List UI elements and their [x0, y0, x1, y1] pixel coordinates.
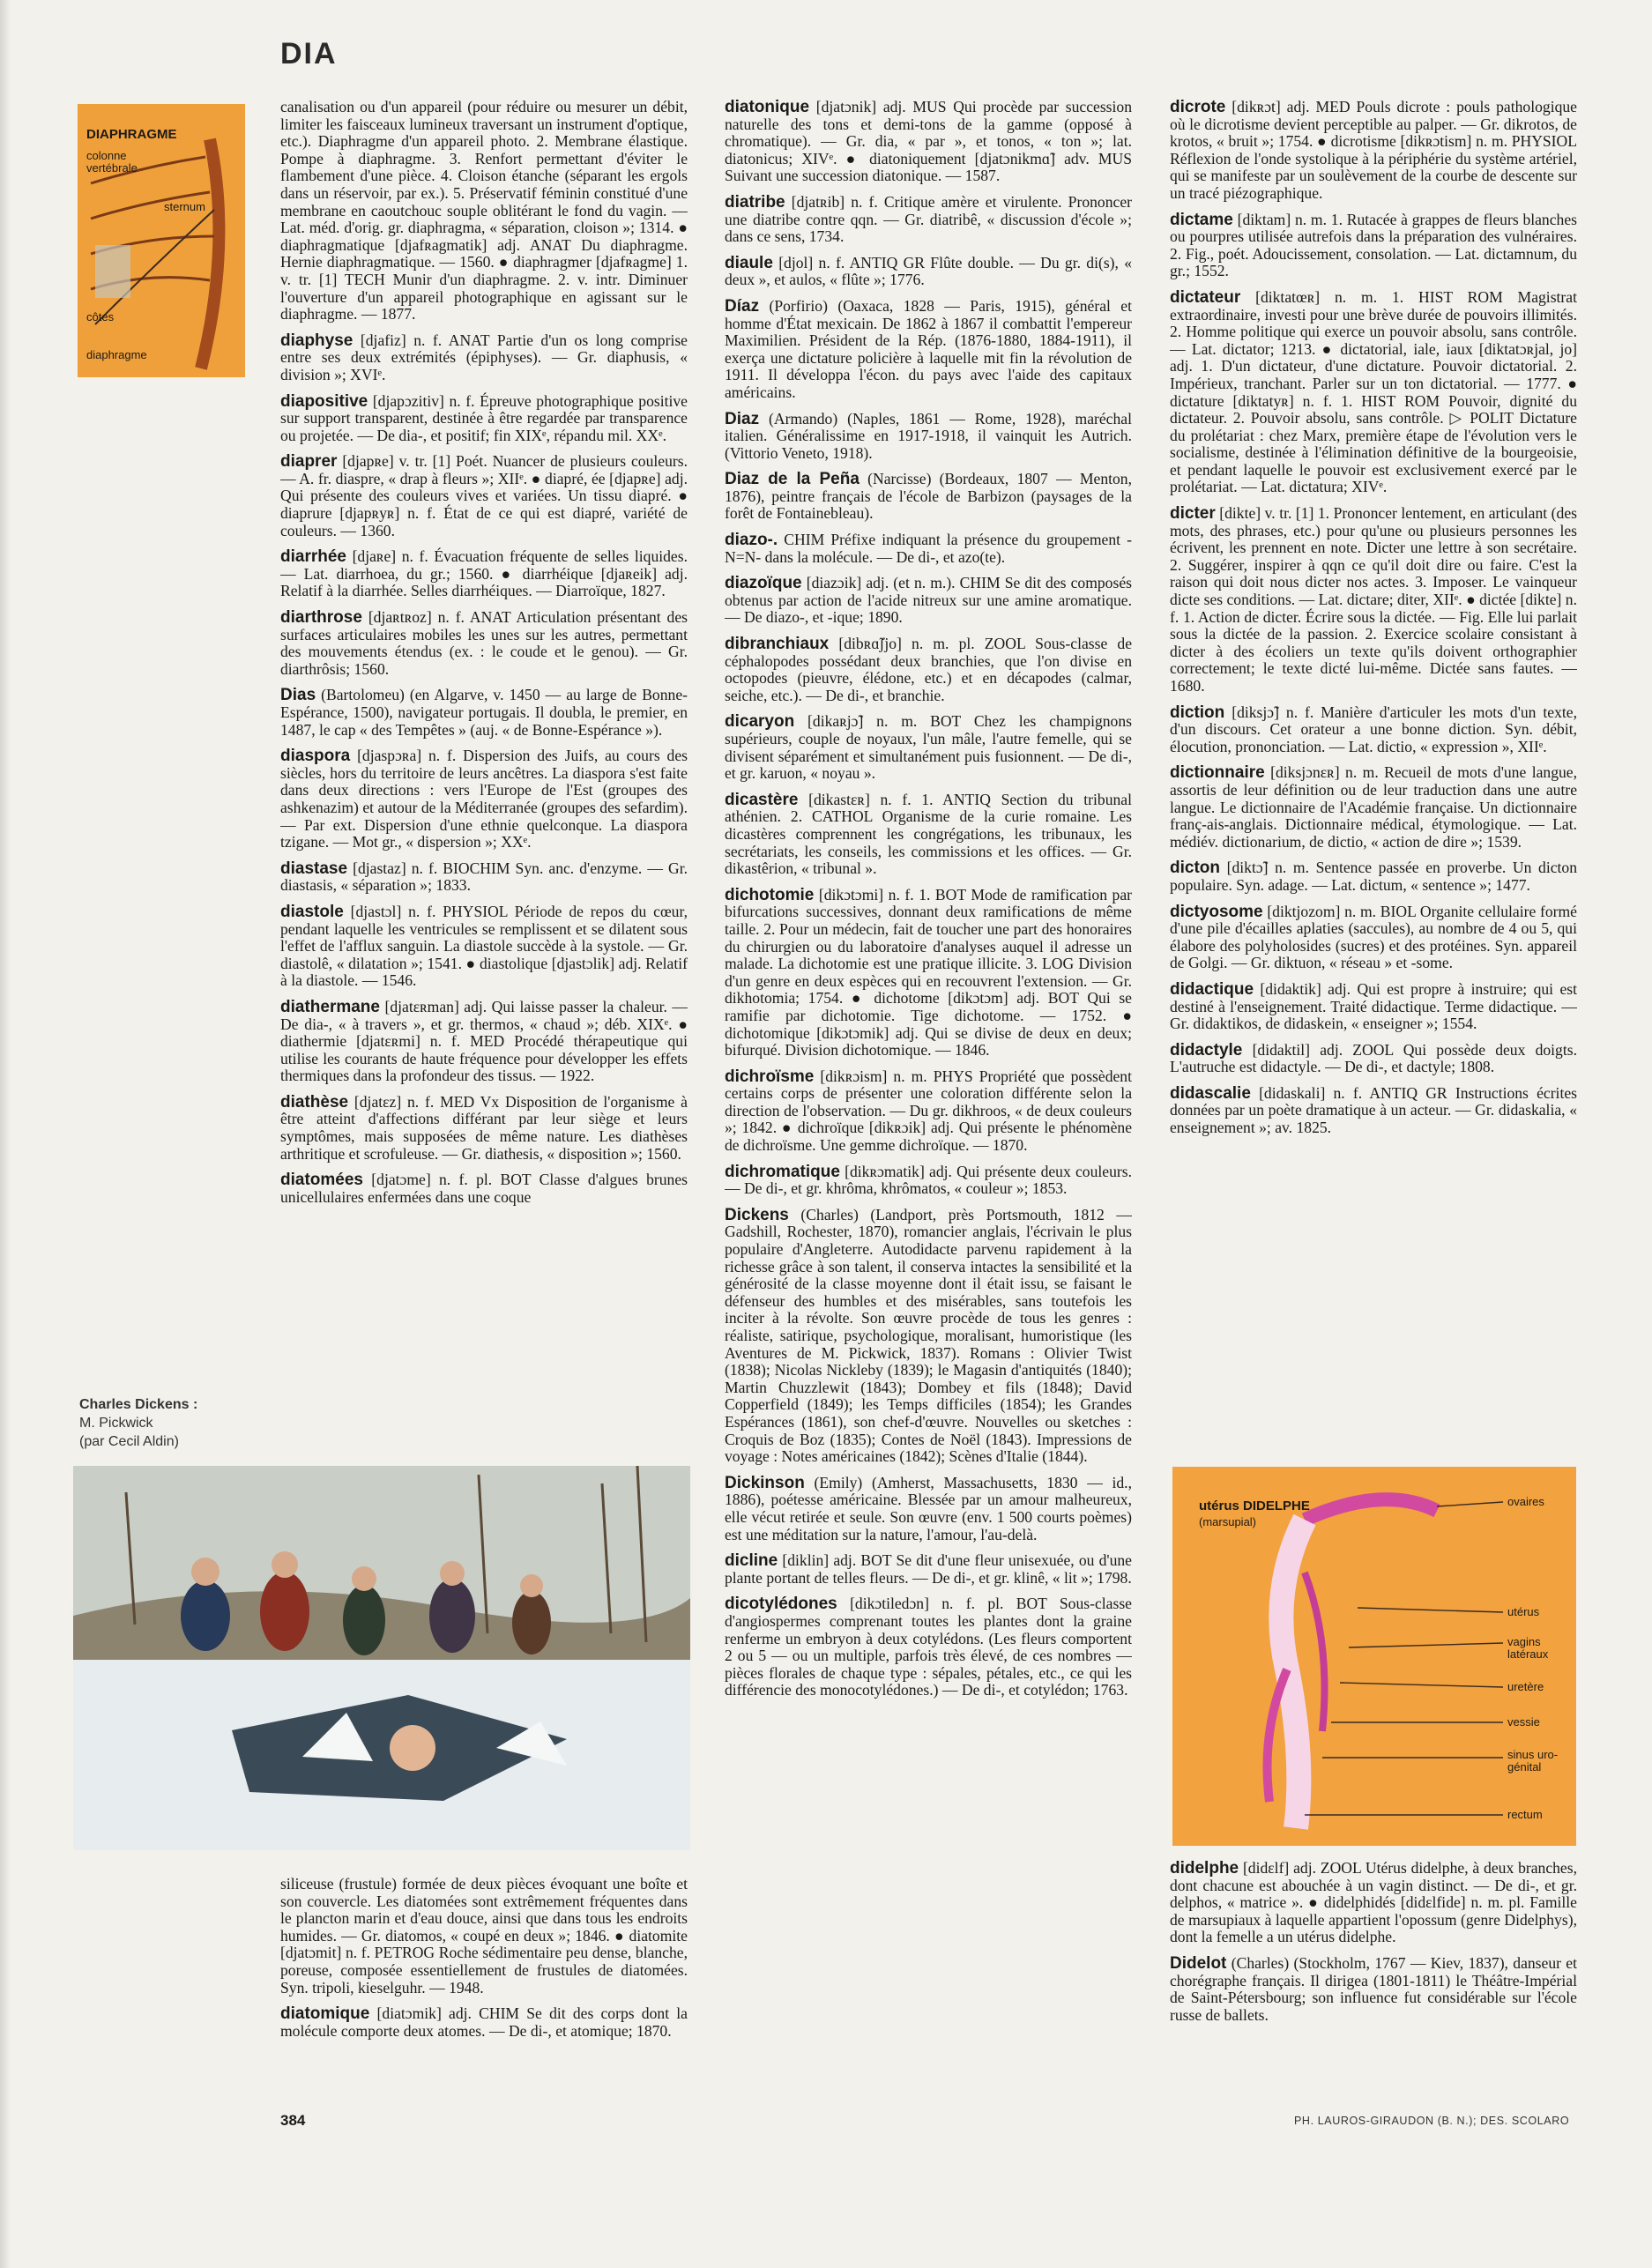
label-ovaires: ovaires: [1507, 1495, 1544, 1508]
entry-headword: didactique: [1170, 979, 1254, 999]
dictionary-entry: [725, 1068, 1132, 1155]
entry-headword: diaphyse: [280, 331, 353, 350]
entry-definition: [dikɔtɔmi] n. f. 1. BOT Mode de ramification par bifurcations successives, donnant deux ramifications de même taille. 2. Pour un médecin, fait de toucher une part des honoraires du chirurgien ou du laboratoire d'analyses auquel il adresse un malade. La dichotomie est une pratique illicite. 3. LOG Division d'un genre en deux espèces qui en recouvrent l'extension. — Gr. dikhotomia; 1754. ● dichotome [dikɔtɔm] adj. BOT Qui se ramifie par dichotomie. Tige dichotome. — 1752. ● dichotomique [dikɔtɔmik] adj. Qui se divise de deux en deux; bifurqué. Division dichotomique. — 1846.: [725, 885, 1132, 1060]
entry-headword: diastase: [280, 859, 348, 878]
entry-headword: diatribe: [725, 192, 785, 212]
entry-headword: Diaz: [725, 409, 760, 428]
column-b: [725, 99, 1132, 2091]
label-rectum: rectum: [1507, 1808, 1543, 1821]
entry-definition: (Charles) (Stockholm, 1767 — Kiev, 1837), danseur et chorégraphe français. Il dirigea (1801-1811) le Théâtre-Impérial de Saint-Pétersbourg; son influence fut considérable sur l'école russe de ballets.: [1170, 1953, 1577, 2024]
dictionary-entry: [725, 255, 1132, 289]
column-c-bottom: [1170, 1860, 1577, 2093]
dictionary-entry: [280, 687, 688, 739]
dictionary-entry: [280, 903, 688, 990]
dictionary-entry: [280, 860, 688, 895]
dictionary-entry: [725, 471, 1132, 523]
didelphe-subtitle: (marsupial): [1199, 1515, 1257, 1528]
entry-headword: dictionnaire: [1170, 763, 1265, 783]
entry-headword: diathermane: [280, 997, 380, 1016]
column-a-bottom: [280, 1876, 688, 2087]
entry-definition: (Emily) (Amherst, Massachusetts, 1830 — id., 1886), poétesse américaine. Blessée par un amour malheureux, elle vécut retirée et seule. Son œuvre (env. 1 500 courts poèmes) est une méditation sur la nature, l'amour, l'au-delà.: [725, 1473, 1132, 1543]
entry-definition: [dikɔtiledɔn] n. f. pl. BOT Sous-classe d'angiospermes comprenant toutes les plantes dont la graine renferme un embryon à deux cotylédons. (Les fleurs comportent 2 ou 5 — ou un multiple, parfois très élevé, de ces nombres — pièces florales de chaque type : sépales, pétales, etc., ce qui les différencie des monocotylédones.) — De di-, et cotylédon; 1763.: [725, 1595, 1132, 1699]
entry-definition: [diktɔ̃] n. m. Sentence passée en proverbe. Un dicton populaire. Syn. adage. — Lat. dictum, « sentence »; 1477.: [1170, 859, 1577, 894]
dictionary-entry: [1170, 1085, 1577, 1137]
entry-headword: dichroïsme: [725, 1067, 815, 1086]
entry-definition: siliceuse (frustule) formée de deux pièces évoquant une boîte et son couvercle. Les diatomées sont extrêmement fréquentes dans le plancton marin et d'eau douce, ainsi que dans tous les endroits humides. — Gr. diatomos, « coupé en deux »; 1846. ● diatomite [djatɔmit] n. f. PETROG Roche sédimentaire peu dense, blanche, poreuse, composée essentiellement de frustules de diatomées. Syn. tripoli, kieselguhr. — 1948.: [280, 1876, 688, 1997]
entry-definition: [dikastɛʀ] n. f. 1. ANTIQ Section du tribunal athénien. 2. CATHOL Organisme de la curie romaine. Les dicastères comprennent les congrégations, les tribunaux, les secrétariats, les conseils, les commissions et les offices. — Gr. dikastêrion, « tribunal ».: [725, 790, 1132, 878]
entry-definition: (Narcisse) (Bordeaux, 1807 — Menton, 1876), peintre français de l'école de Barbizon (paysages de la forêt de Fontainebleau).: [725, 470, 1132, 523]
dictionary-entry: [725, 713, 1132, 782]
entry-definition: [diklin] adj. BOT Se dit d'une fleur unisexuée, ou d'une plante portant de telles fleurs. — De di-, et gr. klinê, « lit »; 1798.: [725, 1551, 1132, 1587]
entry-headword: diarrhée: [280, 547, 346, 567]
entry-definition: [djatʀib] n. f. Critique amère et virulente. Prononcer une diatribe contre qqn. — Gr. diatribê, « discussion d'école »; dans ce sens, 1734.: [725, 192, 1132, 246]
entry-definition: [diatɔmik] adj. CHIM Se dit des corps dont la molécule comporte deux atomes. — De di-, et atomique; 1870.: [280, 2004, 688, 2040]
dictionary-entry: [725, 1595, 1132, 1699]
entry-headword: Dickens: [725, 1205, 789, 1224]
dictionary-entry: [1170, 212, 1577, 280]
entry-definition: (Charles) (Landport, près Portsmouth, 1812 — Gadshill, Rochester, 1870), romancier anglais, l'écrivain le plus populaire d'Angleterre. Autodidacte parvenu rapidement à la richesse grâce à son talent, il conserva intactes la sensibilité et la générosité de la classe moyenne dont il était issu, se faisant le défenseur des humbles et des misérables, sans toutefois les inciter à la révolte. Son œuvre procède de tous les genres : réaliste, satirique, psychologique, moralisant, humoristique (les Aventures de M. Pickwick, 1837). Romans : Olivier Twist (1838); Nicolas Nickleby (1839); le Magasin d'antiquités (1840); Martin Chuzzlewit (1843); Dombey et fils (1848); David Copperfield (1849); les Temps difficiles (1854); les Grandes Espérances (1861), son chef-d'œuvre. Nouvelles ou sketches : Croquis de Boz (1835); Contes de Noël (1843). Impressions de voyage : Notes américaines (1842); Scènes d'Italie (1844).: [725, 1205, 1132, 1466]
dictionary-entry: [280, 99, 688, 323]
entry-headword: didactyle: [1170, 1040, 1243, 1060]
dictionary-entry: [280, 999, 688, 1085]
label-uretere: uretère: [1507, 1680, 1544, 1693]
dictionary-entry: [280, 1171, 688, 1206]
label-vessie: vessie: [1507, 1715, 1540, 1729]
entry-headword: diazoïque: [725, 574, 802, 593]
dickens-caption: [79, 1395, 273, 1451]
entry-definition: [diktjozom] n. m. BIOL Organite cellulaire formé d'une pile d'écailles aplaties (saccules), au nombre de 4 ou 5, qui élabore des polyholosides (sucres) et des protéines. Syn. appareil de Golgi. — Gr. diktuon, « réseau » et -some.: [1170, 902, 1577, 972]
dictionary-entry: [280, 332, 688, 384]
dictionary-entry: [1170, 289, 1577, 496]
photo-credit: PH. LAUROS-GIRAUDON (B. N.); DES. SCOLARO: [1294, 2115, 1570, 2127]
entry-headword: dicton: [1170, 859, 1220, 878]
dictionary-entry: [280, 1094, 688, 1163]
didelphe-title: utérus DIDELPHE: [1199, 1498, 1310, 1513]
entry-definition: [dikʀɔmatik] adj. Qui présente deux couleurs. — De di-, et gr. khrôma, khrômatos, « couleur »; 1853.: [725, 1162, 1132, 1198]
entry-headword: diaule: [725, 253, 773, 272]
dictionary-entry: [280, 393, 688, 445]
dictionary-entry: [1170, 1955, 1577, 2024]
entry-definition: [dikʀɔt] adj. MED Pouls dicrote : pouls pathologique où le dicrotisme devient perceptible au palper. — Gr. dikrotos, de krotos, « bruit »; 1754. ● dicrotisme [dikʀɔtism] n. m. PHYSIOL Réflexion de l'onde systolique à la périphérie du système artériel, qui se manifeste par un soulèvement de la courbe de descente sur un tracé piézographique.: [1170, 99, 1577, 202]
column-a-top: [280, 99, 688, 1417]
dictionary-entry: [1170, 99, 1577, 203]
entry-headword: diatomées: [280, 1171, 363, 1190]
entry-headword: diatomique: [280, 2004, 370, 2024]
caption-name: Charles Dickens :: [79, 1397, 198, 1412]
dictionary-entry: [1170, 1860, 1577, 1946]
entry-headword: Dickinson: [725, 1473, 805, 1492]
entry-definition: [dikaʀjɔ̃] n. m. BOT Chez les champignons supérieurs, couple de noyaux, l'un mâle, l'autre femelle, qui se divisent séparément et simultanément puis fusionnent. — De di-, et gr. karuon, « noyau ».: [725, 712, 1132, 783]
dictionary-entry: [1170, 981, 1577, 1033]
label-uterus: utérus: [1507, 1605, 1540, 1618]
entry-definition: [djapɔzitiv] n. f. Épreuve photographique positive sur support transparent, destinée à être regardée par transparence ou projetée. — De dia-, et positif; fin XIXᵉ, répandu mil. XXᵉ.: [280, 391, 688, 444]
label-sinus: sinus uro-génital: [1507, 1748, 1559, 1774]
entry-definition: CHIM Préfixe indiquant la présence du groupement -N=N- dans la molécule. — De di-, et azo(te).: [725, 531, 1132, 566]
dictionary-entry: [280, 609, 688, 678]
entry-definition: [djatɔme] n. f. pl. BOT Classe d'algues brunes unicellulaires enfermées dans une coque: [280, 1171, 688, 1206]
dictionary-entry: [725, 532, 1132, 566]
dictionary-entry: [1170, 505, 1577, 695]
dictionary-entry: [1170, 704, 1577, 756]
dictionary-entry: [725, 575, 1132, 627]
page-edge: [0, 0, 11, 2268]
entry-headword: dictame: [1170, 210, 1233, 229]
entry-definition: [djafiz] n. f. ANAT Partie d'un os long comprise entre ses deux extrémités (épiphyses). — Gr. diaphusis, « division »; XVIᵉ.: [280, 331, 688, 383]
entry-definition: [didaskali] n. f. ANTIQ GR Instructions écrites données par un poète dramatique à un acteur. — Gr. didaskalia, « enseignement »; av. 1825.: [1170, 1083, 1577, 1137]
entry-headword: Dias: [280, 686, 316, 705]
entry-headword: dicrote: [1170, 99, 1226, 116]
diaphragm-title: DIAPHRAGME: [86, 127, 177, 142]
entry-headword: dicaryon: [725, 712, 795, 732]
entry-definition: [diktam] n. m. 1. Rutacée à grappes de fleurs blanches ou pourpres utilisée autrefois dans la préparation des vulnéraires. 2. Fig., poét. Adoucissement, consolation. — Lat. dictamnum, du gr.; 1552.: [1170, 210, 1577, 280]
dictionary-entry: [1170, 903, 1577, 972]
dictionary-entry: [725, 1164, 1132, 1198]
entry-headword: diapositive: [280, 391, 368, 411]
dictionary-entry: [725, 636, 1132, 704]
entry-definition: [djatɛʀman] adj. Qui laisse passer la chaleur. — De dia-, « à travers », et gr. thermos, « chaud »; déb. XIXᵉ. ● diathermie [djatɛʀmi] n. f. MED Procédé thérapeutique qui utilise les courants de haute fréquence pour développer les effets thermiques dans la profondeur des tissus. — 1922.: [280, 997, 688, 1085]
dickens-illustration: [73, 1466, 690, 1850]
running-head: DIA: [280, 37, 338, 71]
dictionary-entry: [280, 747, 688, 851]
didelphe-figure: [1172, 1467, 1576, 1846]
entry-definition: [diktatœʀ] n. m. 1. HIST ROM Magistrat extraordinaire, investi pour une brève durée de pouvoirs illimités. 2. Homme politique qui exerce un pouvoir absolu, sans contrôle. — Lat. dictator; 1213. ● dictatorial, iale, iaux [diktatɔʀjal, jo] adj. 1. D'un dictateur, d'une dictature. Pouvoir dictatorial. 2. Impérieux, tranchant. Parler sur un ton dictatorial. — 1777. ● dictature [diktatyʀ] n. f. 1. HIST ROM Pouvoir, dignité du dictateur. 2. Pouvoir absolu, sans contrôle. ▷ POLIT Dictature du prolétariat : chez Marx, première étape de l'évolution vers le socialisme, destinée à l'élimination définitive de la bourgeoisie, et pendant laquelle le pouvoir est exclusivement exercé par le prolétariat. — Lat. dictatura; XIVᵉ.: [1170, 287, 1577, 496]
entry-headword: Diaz de la Peña: [725, 470, 859, 489]
dictionary-entry: [725, 411, 1132, 463]
dictionary-entry: [725, 1552, 1132, 1587]
entry-definition: [dikte] v. tr. [1] 1. Prononcer lentement, en articulant (des mots, des phrases, etc.) pour qu'une ou plusieurs personnes les écrivent, les prennent en note. Dicter une lettre à son secrétaire. 2. Suggérer, inspirer à qqn ce qu'il doit dire ou faire. C'est la raison qui doit nous dicter nos actes. 3. Imposer. Le vainqueur dicte ses conditions. — Lat. dictare; diter, XIIᵉ. ● dictée [dikte] n. f. 1. Action de dicter. Écrire sous la dictée. — Fig. Elle lui parlait sous la dictée de la passion. 2. Exercice scolaire consistant à dicter à des écoliers un texte qu'ils doivent orthographier correctement; le texte dicté lui-même. Dictée sans fautes. — 1680.: [1170, 504, 1577, 695]
dictionary-entry: [725, 887, 1132, 1060]
label-colonne: colonne vertébrale: [86, 149, 138, 175]
label-diaphragme: diaphragme: [86, 348, 147, 361]
entry-headword: diaprer: [280, 452, 338, 472]
diaphragm-drawing: [78, 104, 245, 377]
entry-definition: [djapʀe] v. tr. [1] Poét. Nuancer de plusieurs couleurs. — A. fr. diaspre, « drap à fleurs »; XIIᵉ. ● diapré, ée [djapʀe] adj. Qui présente des couleurs vives et variées. Un tissu diapré. ● diaprure [djapʀyʀ] n. f. État de ce qui est diapré, variété de couleurs. — 1360.: [280, 452, 688, 539]
dictionary-entry: [280, 453, 688, 539]
column-c-top: [1170, 99, 1577, 1447]
entry-definition: [djaʀtʀoz] n. f. ANAT Articulation présentant des surfaces articulaires mobiles les unes sur les autres, permettant des mouvements étendus (ex. : le coude et le genou). — Gr. diarthrôsis; 1560.: [280, 608, 688, 678]
entry-definition: [didɛlf] adj. ZOOL Utérus didelphe, à deux branches, dont chacune est abouchée à un vagin distinct. — De di-, et gr. delphos, « matrice ». ● didelphidés [didɛlfide] n. m. pl. Famille de marsupiaux à laquelle appartient l'opossum (genre Didelphys), dont la femelle a un utérus didelphe.: [1170, 1860, 1577, 1946]
entry-definition: [djol] n. f. ANTIQ GR Flûte double. — Du gr. di(s), « deux », et aulos, « flûte »; 1776.: [725, 253, 1132, 289]
page-number: 384: [280, 2112, 306, 2129]
entry-headword: diarthrose: [280, 608, 362, 628]
entry-headword: Díaz: [725, 296, 760, 316]
dictionary-entry: [280, 1876, 688, 1997]
entry-headword: diatonique: [725, 99, 810, 116]
caption-credit: (par Cecil Aldin): [79, 1434, 179, 1449]
entry-definition: [didaktik] adj. Qui est propre à instruire; qui est destiné à l'enseignement. Traité didactique. Terme didactique. — Gr. didaktikos, de didaskein, « enseigner »; 1554.: [1170, 979, 1577, 1033]
entry-headword: dictateur: [1170, 287, 1241, 307]
entry-headword: dicline: [725, 1551, 778, 1571]
entry-headword: dictyosome: [1170, 902, 1263, 921]
entry-definition: [didaktil] adj. ZOOL Qui possède deux doigts. L'autruche est didactyle. — De di-, et dactyle; 1808.: [1170, 1040, 1577, 1076]
entry-definition: (Bartolomeu) (en Algarve, v. 1450 — au large de Bonne-Espérance, 1500), navigateur portugais. Il doubla, le premier, en 1487, le cap « des Tempêtes » (auj. « de Bonne-Espérance »).: [280, 686, 688, 739]
entry-definition: [djatɛz] n. f. MED Vx Disposition de l'organisme à être atteint d'affections différant par leur siège et leurs symptômes, mais supposées de même nature. Les diathèses arthritique et scrofuleuse. — Gr. diathesis, « disposition »; 1560.: [280, 1092, 688, 1163]
entry-definition: (Armando) (Naples, 1861 — Rome, 1928), maréchal italien. Généralissime en 1917-1918, il vainquit les Autrich. (Vittorio Veneto, 1918).: [725, 409, 1132, 462]
entry-headword: diathèse: [280, 1092, 349, 1112]
entry-definition: [djastaz] n. f. BIOCHIM Syn. anc. d'enzyme. — Gr. diastasis, « séparation »; 1833.: [280, 859, 688, 895]
dictionary-entry: [725, 1207, 1132, 1466]
entry-definition: [dibʀɑ̃ʃjo] n. m. pl. ZOOL Sous-classe de céphalopodes possédant deux branchies, que l'on divise en octopodes (pieuvre, élédone, etc.) et en décapodes (calmar, seiche, etc.). — De di-, et branchie.: [725, 635, 1132, 704]
label-sternum: sternum: [164, 200, 205, 213]
caption-work: M. Pickwick: [79, 1416, 153, 1431]
entry-definition: [diksjɔnɛʀ] n. m. Recueil de mots d'une langue, assortis de leur définition ou de leur traduction dans une autre langue. Le dictionnaire de l'Académie française. Un dictionnaire franç-ais-anglais. Dictionnaire médical, étymologique. — Lat. médiév. dictionarium, de dictio, « action de dire »; 1539.: [1170, 763, 1577, 851]
skating-scene: [73, 1466, 690, 1850]
dictionary-entry: [280, 2005, 688, 2040]
dictionary-entry: [1170, 764, 1577, 851]
entry-definition: [dikʀɔism] n. m. PHYS Propriété que possèdent certains corps de présenter une coloration différente selon la direction de l'observation. — Du gr. dikhroos, « de deux couleurs »; 1842. ● dichroïque [dikʀɔik] adj. Qui présente le phénomène de dichroïsme. Une gemme dichroïque. — 1870.: [725, 1067, 1132, 1155]
entry-headword: didascalie: [1170, 1083, 1251, 1103]
dictionary-entry: [725, 792, 1132, 878]
entry-definition: [diksjɔ̃] n. f. Manière d'articuler les mots d'un texte, d'un discours. Cet orateur a une bonne diction. Syn. débit, élocution, prononciation. — Lat. dictio, « expression », XIIᵉ.: [1170, 703, 1577, 755]
entry-headword: dichotomie: [725, 885, 815, 904]
entry-definition: [djaʀe] n. f. Évacuation fréquente de selles liquides. — Lat. diarrhoea, du gr.; 1560. ● diarrhéique [djaʀeik] adj. Relatif à la diarrhée. Selles diarrhéiques. — Diarroïque, 1827.: [280, 547, 688, 600]
entry-headword: Didelot: [1170, 1953, 1227, 1973]
entry-headword: dicastère: [725, 790, 799, 809]
entry-headword: diaspora: [280, 747, 351, 766]
dictionary-entry: [725, 1475, 1132, 1543]
dictionary-entry: [280, 548, 688, 600]
entry-headword: didelphe: [1170, 1860, 1239, 1878]
entry-definition: [djaspɔʀa] n. f. Dispersion des Juifs, au cours des siècles, hors du territoire de leurs ancêtres. La diaspora s'est faite dans deux directions : vers l'Europe de l'Est (groupes des ashkenazim) et autour de la Méditerranée (groupes des sefardim). — Par ext. Dispersion d'une ethnie quelconque. La diaspora tzigane. — Mot gr., « dispersion »; XXᵉ.: [280, 747, 688, 851]
dictionary-entry: [725, 99, 1132, 185]
dictionary-entry: [725, 298, 1132, 402]
entry-definition: canalisation ou d'un appareil (pour réduire ou mesurer un débit, limiter les faisceaux lumineux traversant un instrument d'optique, etc.). Diaphragme d'un appareil photo. 2. Membrane élastique. Pompe à diaphragme. 3. Renfort permettant d'éviter le flambement d'une pièce. 4. Cloison étanche (séparant les ergols dans un réservoir, par ex.). 5. Préservatif féminin constitué d'une membrane en caoutchouc souple oblitérant le fond du vagin. — Lat. méd. d'orig. gr. diaphragma, « séparation, cloison »; 1314. ● diaphragmatique [djafʀagmatik] adj. ANAT Du diaphragme. Hernie diaphragmatique. — 1560. ● diaphragmer [djafʀagme] 1. v. tr. [1] TECH Munir d'un diaphragme. 2. v. intr. Diminuer l'ouverture d'un appareil photographique en agissant sur le diaphragme. — 1877.: [280, 99, 688, 323]
entry-headword: diastole: [280, 902, 344, 921]
dictionary-entry: [725, 194, 1132, 246]
dictionary-entry: [1170, 859, 1577, 894]
entry-headword: dibranchiaux: [725, 635, 830, 654]
entry-headword: dichromatique: [725, 1162, 840, 1181]
entry-headword: dicter: [1170, 504, 1216, 524]
diaphragm-figure: [78, 104, 245, 377]
entry-definition: [diazɔik] adj. (et n. m.). CHIM Se dit des composés obtenus par action de l'acide nitreux sur une amine aromatique. — De diazo-, et -ique; 1890.: [725, 574, 1132, 627]
label-vagins: vagins latéraux: [1507, 1635, 1549, 1661]
dictionary-entry: [1170, 1042, 1577, 1076]
entry-definition: [djastɔl] n. f. PHYSIOL Période de repos du cœur, pendant laquelle les ventricules se remplissent et se dilatent sous l'effet de l'afflux sanguin. La diastole succède à la systole. — Gr. diastolê, « dilatation »; 1541. ● diastolique [djastɔlik] adj. Relatif à la diastole. — 1546.: [280, 902, 688, 990]
entry-definition: (Porfirio) (Oaxaca, 1828 — Paris, 1915), général et homme d'État mexicain. De 1862 à 1867 il combattit l'empereur Maximilien. Président de la Rép. (1876-1880, 1884-1911), il exerça une dictature policière à laquelle mit fin la révolution de 1911. Il développa l'écon. du pays avec l'aide des capitaux américains.: [725, 296, 1132, 401]
entry-definition: [djatɔnik] adj. MUS Qui procède par succession naturelle des tons et demi-tons de la gamme (opposé à chromatique). — Gr. dia, « par », et tonos, « ton »; lat. diatonicus; XIVᵉ. ● diatoniquement [djatɔnikmɑ̃] adv. MUS Suivant une succession diatonique. — 1587.: [725, 99, 1132, 185]
entry-headword: diazo-.: [725, 531, 778, 550]
entry-headword: dicotylédones: [725, 1595, 837, 1614]
entry-headword: diction: [1170, 703, 1225, 722]
label-cotes: côtes: [86, 310, 115, 323]
